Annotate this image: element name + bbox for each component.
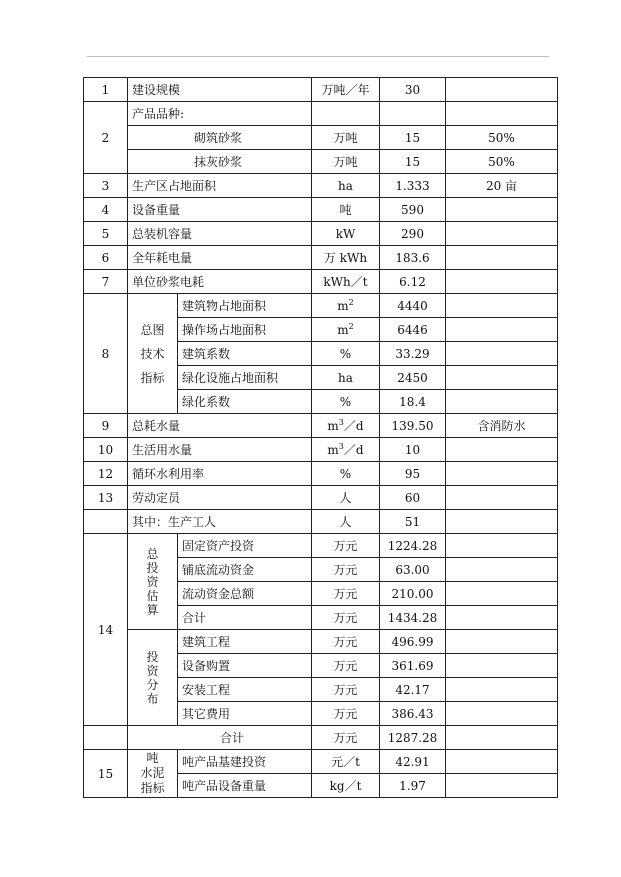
note-cell	[446, 78, 558, 102]
unit-cell: %	[312, 342, 380, 366]
note-cell	[446, 510, 558, 534]
unit-cell: 万元	[312, 678, 380, 702]
unit-cell: 元／t	[312, 750, 380, 774]
note-cell	[446, 630, 558, 654]
item-label: 建筑工程	[178, 630, 312, 654]
note-cell	[446, 246, 558, 270]
note-cell	[446, 462, 558, 486]
note-cell	[446, 318, 558, 342]
table-row	[84, 246, 558, 270]
table-row	[84, 102, 558, 126]
table-row	[84, 198, 558, 222]
value-cell: 15	[380, 150, 446, 174]
note-cell	[446, 222, 558, 246]
item-label: 抹灰砂浆	[128, 150, 312, 174]
value-cell	[380, 102, 446, 126]
unit-cell: %	[312, 462, 380, 486]
row-number: 2	[84, 102, 128, 174]
page-header-rule	[87, 56, 549, 57]
row-number: 10	[84, 438, 128, 462]
value-cell: 361.69	[380, 654, 446, 678]
unit-cell: 万元	[312, 534, 380, 558]
value-cell: 139.50	[380, 414, 446, 438]
note-cell	[446, 750, 558, 774]
value-cell: 1.97	[380, 774, 446, 798]
unit-cell: $m^3/d$	[312, 414, 380, 438]
unit-cell: %	[312, 390, 380, 414]
row-number: 14	[84, 534, 128, 726]
table-row	[84, 150, 558, 174]
value-cell: 1434.28	[380, 606, 446, 630]
item-label: 砌筑砂浆	[128, 126, 312, 150]
value-cell: 42.17	[380, 678, 446, 702]
value-cell: 1224.28	[380, 534, 446, 558]
item-label: 操作场占地面积	[178, 318, 312, 342]
item-label: 安装工程	[178, 678, 312, 702]
item-label: 建筑系数	[178, 342, 312, 366]
item-label: 绿化系数	[178, 390, 312, 414]
row-number: 3	[84, 174, 128, 198]
item-label: 绿化设施占地面积	[178, 366, 312, 390]
item-label: 总耗水量	[128, 414, 312, 438]
value-cell: 6.12	[380, 270, 446, 294]
table-row	[84, 270, 558, 294]
value-cell: 496.99	[380, 630, 446, 654]
note-cell	[446, 654, 558, 678]
unit-cell: 万 kWh	[312, 246, 380, 270]
unit-cell: ha	[312, 174, 380, 198]
item-label: 设备购置	[178, 654, 312, 678]
item-label: 流动资金总额	[178, 582, 312, 606]
note-cell	[446, 366, 558, 390]
value-cell: 42.91	[380, 750, 446, 774]
item-label: 吨产品设备重量	[178, 774, 312, 798]
unit-cell: kWh／t	[312, 270, 380, 294]
item-label: 其中：生产工人	[128, 510, 312, 534]
group-label-investment-estimate: 总 投 资 估 算	[128, 534, 178, 630]
row-number: 6	[84, 246, 128, 270]
item-label: 合计	[128, 726, 312, 750]
item-label: 固定资产投资	[178, 534, 312, 558]
value-cell: 386.43	[380, 702, 446, 726]
value-cell: 4440	[380, 294, 446, 318]
table-row	[84, 750, 558, 774]
row-number	[84, 510, 128, 534]
row-number: 8	[84, 294, 128, 414]
value-cell: 10	[380, 438, 446, 462]
note-cell: 含消防水	[446, 414, 558, 438]
unit-cell: 吨	[312, 198, 380, 222]
value-cell: 210.00	[380, 582, 446, 606]
value-cell: 15	[380, 126, 446, 150]
value-cell: 30	[380, 78, 446, 102]
note-cell: 20 亩	[446, 174, 558, 198]
table-row	[84, 726, 558, 750]
value-cell: 63.00	[380, 558, 446, 582]
value-cell: 51	[380, 510, 446, 534]
value-cell: 18.4	[380, 390, 446, 414]
note-cell	[446, 606, 558, 630]
table-row	[84, 462, 558, 486]
table-row	[84, 534, 558, 558]
unit-cell: $m^2$	[312, 294, 380, 318]
item-label: 产品品种:	[128, 102, 312, 126]
row-number: 13	[84, 486, 128, 510]
unit-cell: 人	[312, 510, 380, 534]
note-cell	[446, 438, 558, 462]
row-number: 7	[84, 270, 128, 294]
row-number: 15	[84, 750, 128, 798]
note-cell: 50%	[446, 126, 558, 150]
value-cell: 183.6	[380, 246, 446, 270]
note-cell	[446, 342, 558, 366]
item-label: 全年耗电量	[128, 246, 312, 270]
table-row	[84, 174, 558, 198]
item-label: 设备重量	[128, 198, 312, 222]
item-label: 单位砂浆电耗	[128, 270, 312, 294]
value-cell: 2450	[380, 366, 446, 390]
note-cell	[446, 198, 558, 222]
note-cell	[446, 390, 558, 414]
note-cell	[446, 582, 558, 606]
unit-cell: $m^3/d$	[312, 438, 380, 462]
note-cell	[446, 774, 558, 798]
item-label: 吨产品基建投资	[178, 750, 312, 774]
row-number	[84, 726, 128, 750]
note-cell	[446, 102, 558, 126]
item-label: 生产区占地面积	[128, 174, 312, 198]
row-number: 12	[84, 462, 128, 486]
unit-cell: 万元	[312, 558, 380, 582]
table-row	[84, 126, 558, 150]
unit-cell: 人	[312, 486, 380, 510]
value-cell: 60	[380, 486, 446, 510]
note-cell	[446, 726, 558, 750]
table-row	[84, 438, 558, 462]
row-number: 5	[84, 222, 128, 246]
table-row	[84, 294, 558, 318]
unit-cell: kg／t	[312, 774, 380, 798]
item-label: 总装机容量	[128, 222, 312, 246]
row-number: 1	[84, 78, 128, 102]
group-label-site-indicators: 总图 技术 指标	[128, 294, 178, 414]
note-cell	[446, 486, 558, 510]
note-cell	[446, 702, 558, 726]
item-label: 建筑物占地面积	[178, 294, 312, 318]
table-row	[84, 510, 558, 534]
table-row	[84, 486, 558, 510]
unit-cell: ha	[312, 366, 380, 390]
unit-cell: 万元	[312, 726, 380, 750]
table-row	[84, 414, 558, 438]
item-label: 生活用水量	[128, 438, 312, 462]
item-label: 循环水利用率	[128, 462, 312, 486]
unit-cell: 万元	[312, 582, 380, 606]
unit-cell	[312, 102, 380, 126]
unit-cell: 万元	[312, 654, 380, 678]
item-label: 铺底流动资金	[178, 558, 312, 582]
value-cell: 290	[380, 222, 446, 246]
value-cell: 95	[380, 462, 446, 486]
group-label-per-ton-indicators: 吨 水泥 指标	[128, 750, 178, 798]
unit-cell: $m^2$	[312, 318, 380, 342]
unit-cell: kW	[312, 222, 380, 246]
note-cell	[446, 678, 558, 702]
value-cell: 1287.28	[380, 726, 446, 750]
table-row	[84, 630, 558, 654]
group-label-investment-distribution: 投 资 分 布	[128, 630, 178, 726]
item-label: 合计	[178, 606, 312, 630]
value-cell: 590	[380, 198, 446, 222]
note-cell	[446, 558, 558, 582]
note-cell	[446, 270, 558, 294]
note-cell: 50%	[446, 150, 558, 174]
row-number: 4	[84, 198, 128, 222]
table-row	[84, 78, 558, 102]
value-cell: 33.29	[380, 342, 446, 366]
unit-cell: 万吨	[312, 150, 380, 174]
value-cell: 1.333	[380, 174, 446, 198]
item-label: 建设规模	[128, 78, 312, 102]
value-cell: 6446	[380, 318, 446, 342]
row-number: 9	[84, 414, 128, 438]
unit-cell: 万元	[312, 630, 380, 654]
note-cell	[446, 534, 558, 558]
item-label: 其它费用	[178, 702, 312, 726]
technical-indicators-table	[83, 77, 558, 798]
unit-cell: 万元	[312, 606, 380, 630]
unit-cell: 万元	[312, 702, 380, 726]
unit-cell: 万吨	[312, 126, 380, 150]
table-row	[84, 222, 558, 246]
item-label: 劳动定员	[128, 486, 312, 510]
note-cell	[446, 294, 558, 318]
unit-cell: 万吨／年	[312, 78, 380, 102]
